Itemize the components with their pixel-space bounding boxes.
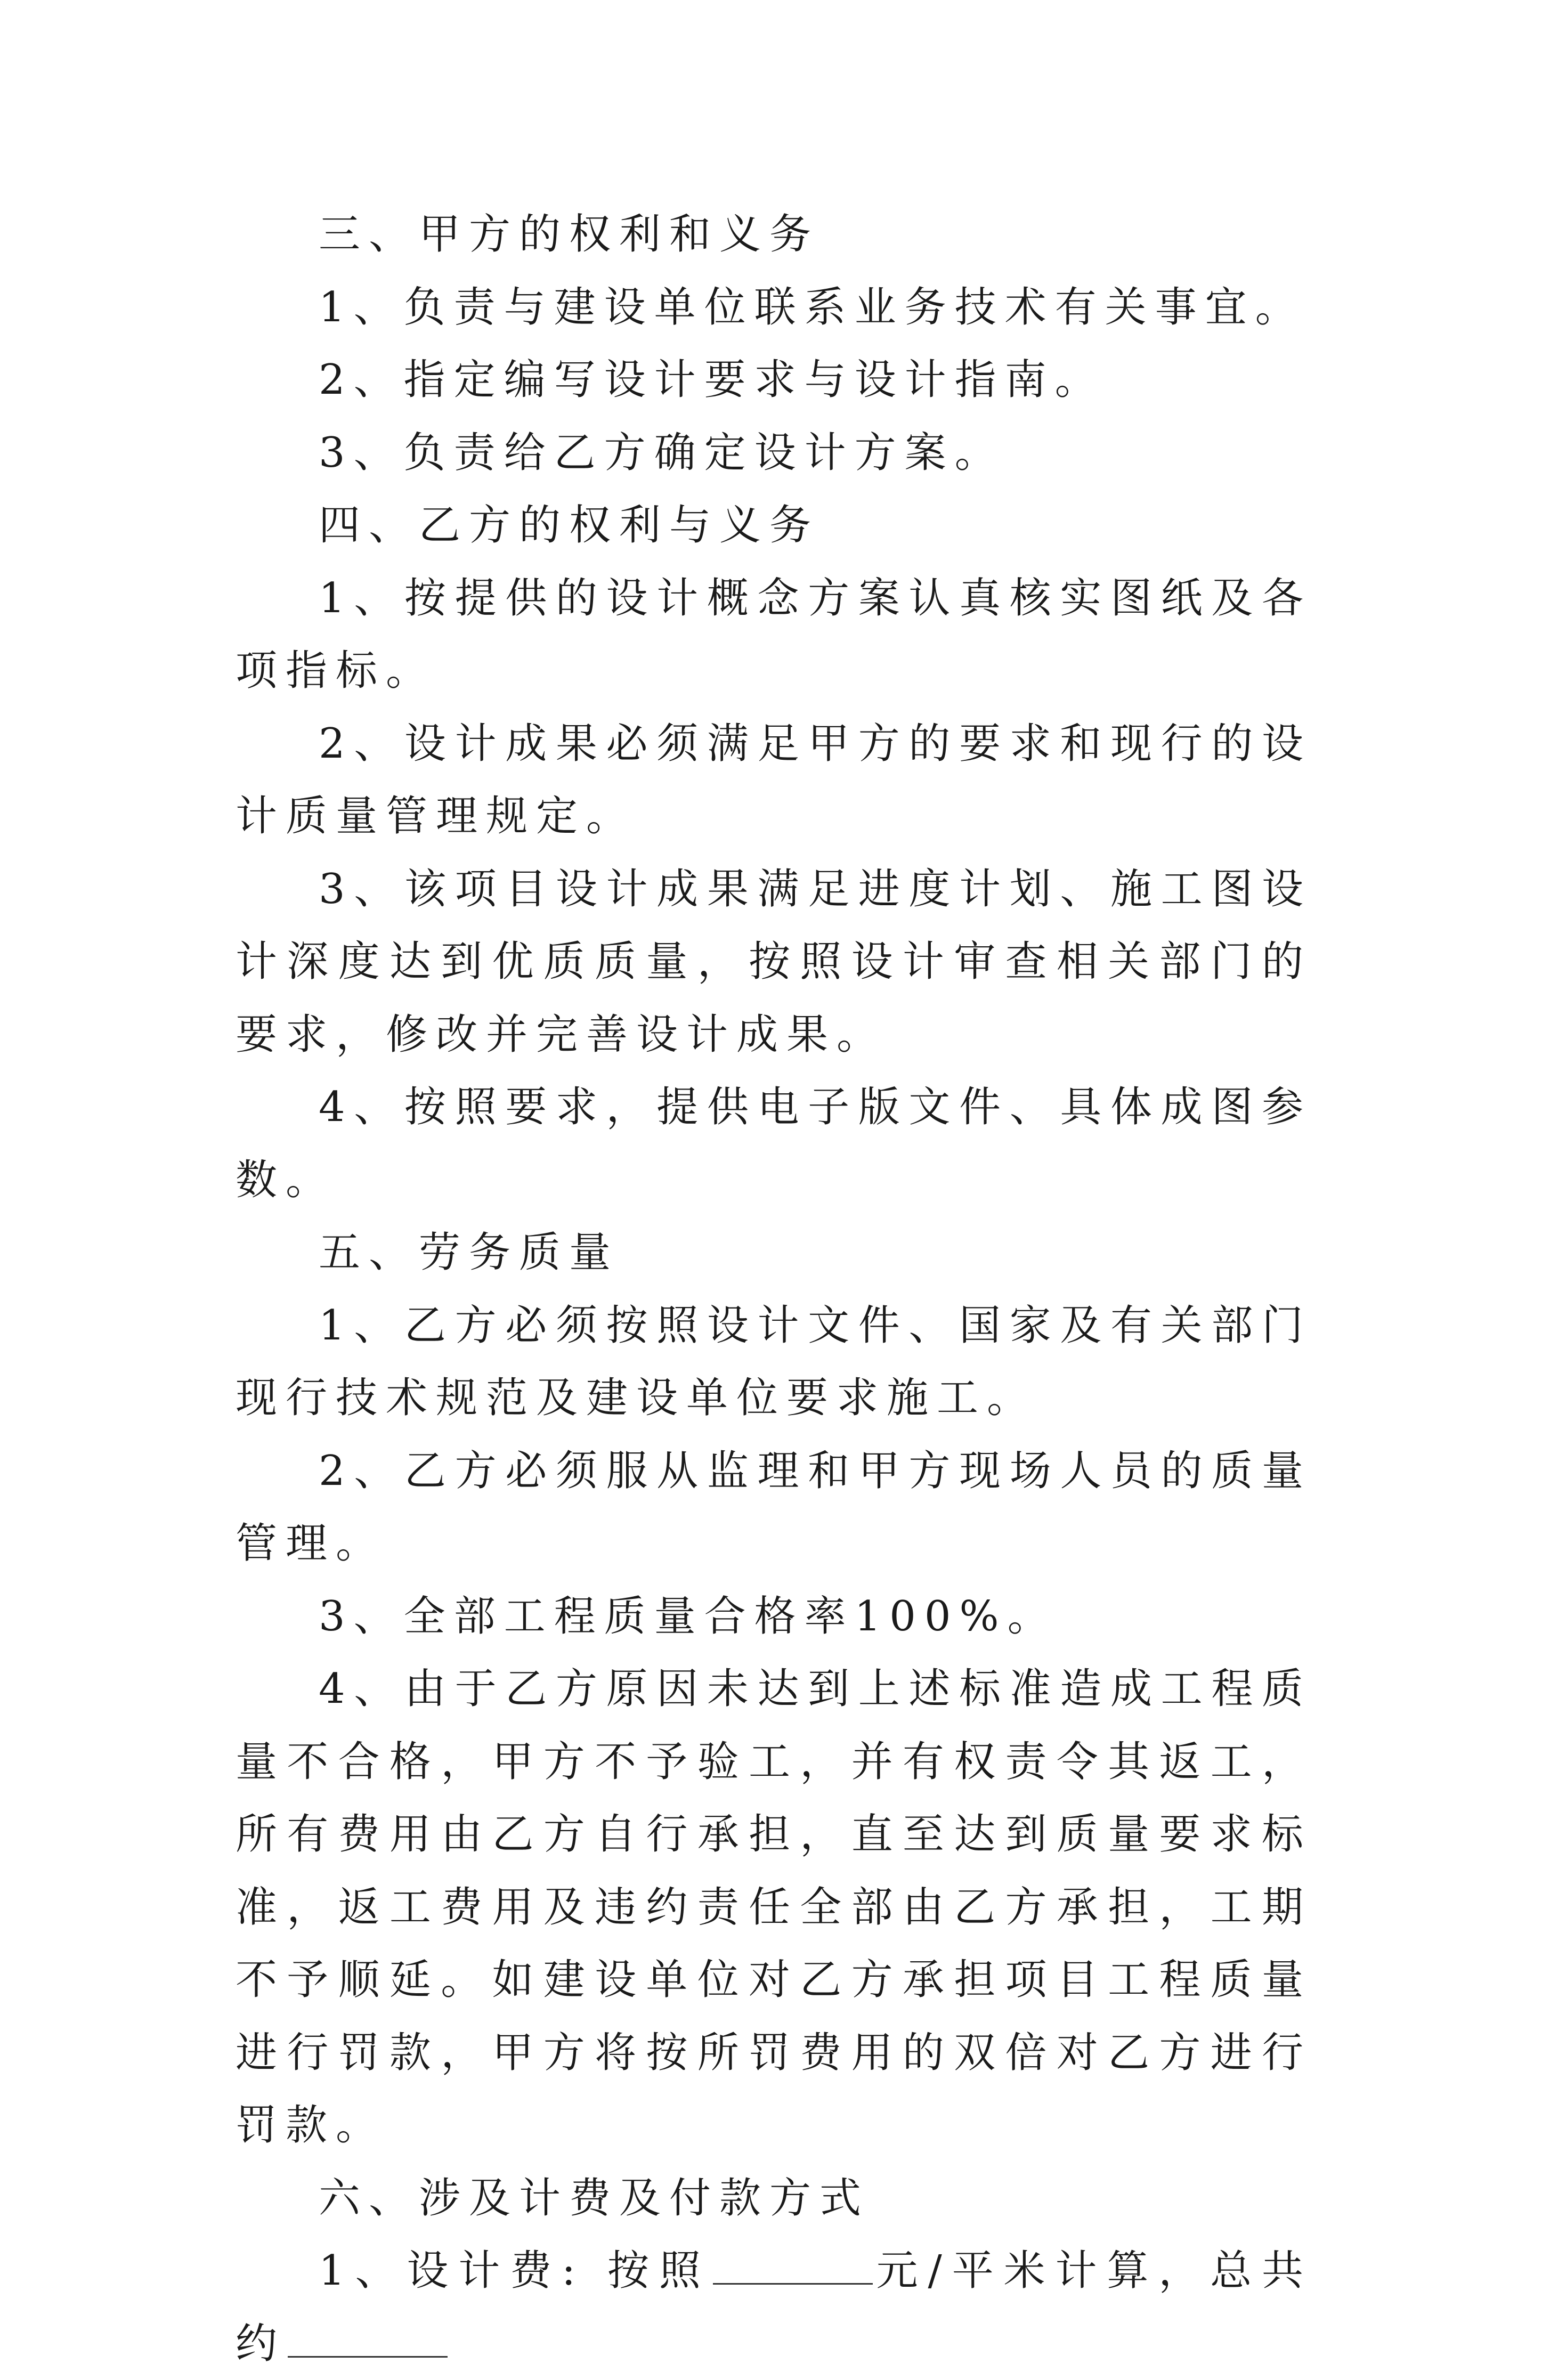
fee-clause xyxy=(236,2235,1312,2380)
document-body xyxy=(236,198,1312,2380)
clause-paragraph: 1、负责与建设单位联系业务技术有关事宜。 xyxy=(319,283,1305,331)
clause-paragraph: 2、乙方必须服从监理和甲方现场人员的质量管理。 xyxy=(236,1447,1312,1567)
clause-paragraph: 3、该项目设计成果满足进度计划、施工图设计深度达到优质质量，按照设计审查相关部门的要求，修改并完善设计成果。 xyxy=(236,865,1312,1059)
fee-clause-prefix: 1、设计费: 按照 xyxy=(319,2247,711,2295)
clause-paragraph: 2、设计成果必须满足甲方的要求和现行的设计质量管理规定。 xyxy=(236,719,1312,840)
fill-in-blank-unit-price[interactable] xyxy=(713,2243,873,2285)
fill-in-blank-total[interactable] xyxy=(288,2316,448,2358)
section-heading-party-b: 四、乙方的权利与义务 xyxy=(319,501,820,549)
section-heading-party-a: 三、甲方的权利和义务 xyxy=(319,210,820,258)
clause-paragraph: 3、负责给乙方确定设计方案。 xyxy=(319,428,1005,477)
clause-paragraph: 4、按照要求，提供电子版文件、具体成图参数。 xyxy=(236,1083,1312,1204)
section-heading-labor-quality: 五、劳务质量 xyxy=(319,1229,620,1277)
clause-paragraph: 3、全部工程质量合格率100%。 xyxy=(319,1592,1058,1640)
clause-paragraph: 1、按提供的设计概念方案认真核实图纸及各项指标。 xyxy=(236,574,1312,695)
clause-paragraph: 1、乙方必须按照设计文件、国家及有关部门现行技术规范及建设单位要求施工。 xyxy=(236,1301,1312,1422)
section-heading-fees: 六、涉及计费及付款方式 xyxy=(319,2174,870,2222)
fee-clause-middle: 元/平米计算，总共约 xyxy=(236,2247,1312,2368)
clause-paragraph: 4、由于乙方原因未达到上述标准造成工程质量不合格，甲方不予验工，并有权责令其返工，所有费用由乙方自行承担，直至达到质量要求标准，返工费用及违约责任全部由乙方承担，工期不予顺延。如建设单位对乙方承担项目工程质量进行罚款，甲方将按所罚费用的双倍对乙方进行罚款。 xyxy=(236,1665,1312,2149)
clause-paragraph: 2、指定编写设计要求与设计指南。 xyxy=(319,356,1105,404)
